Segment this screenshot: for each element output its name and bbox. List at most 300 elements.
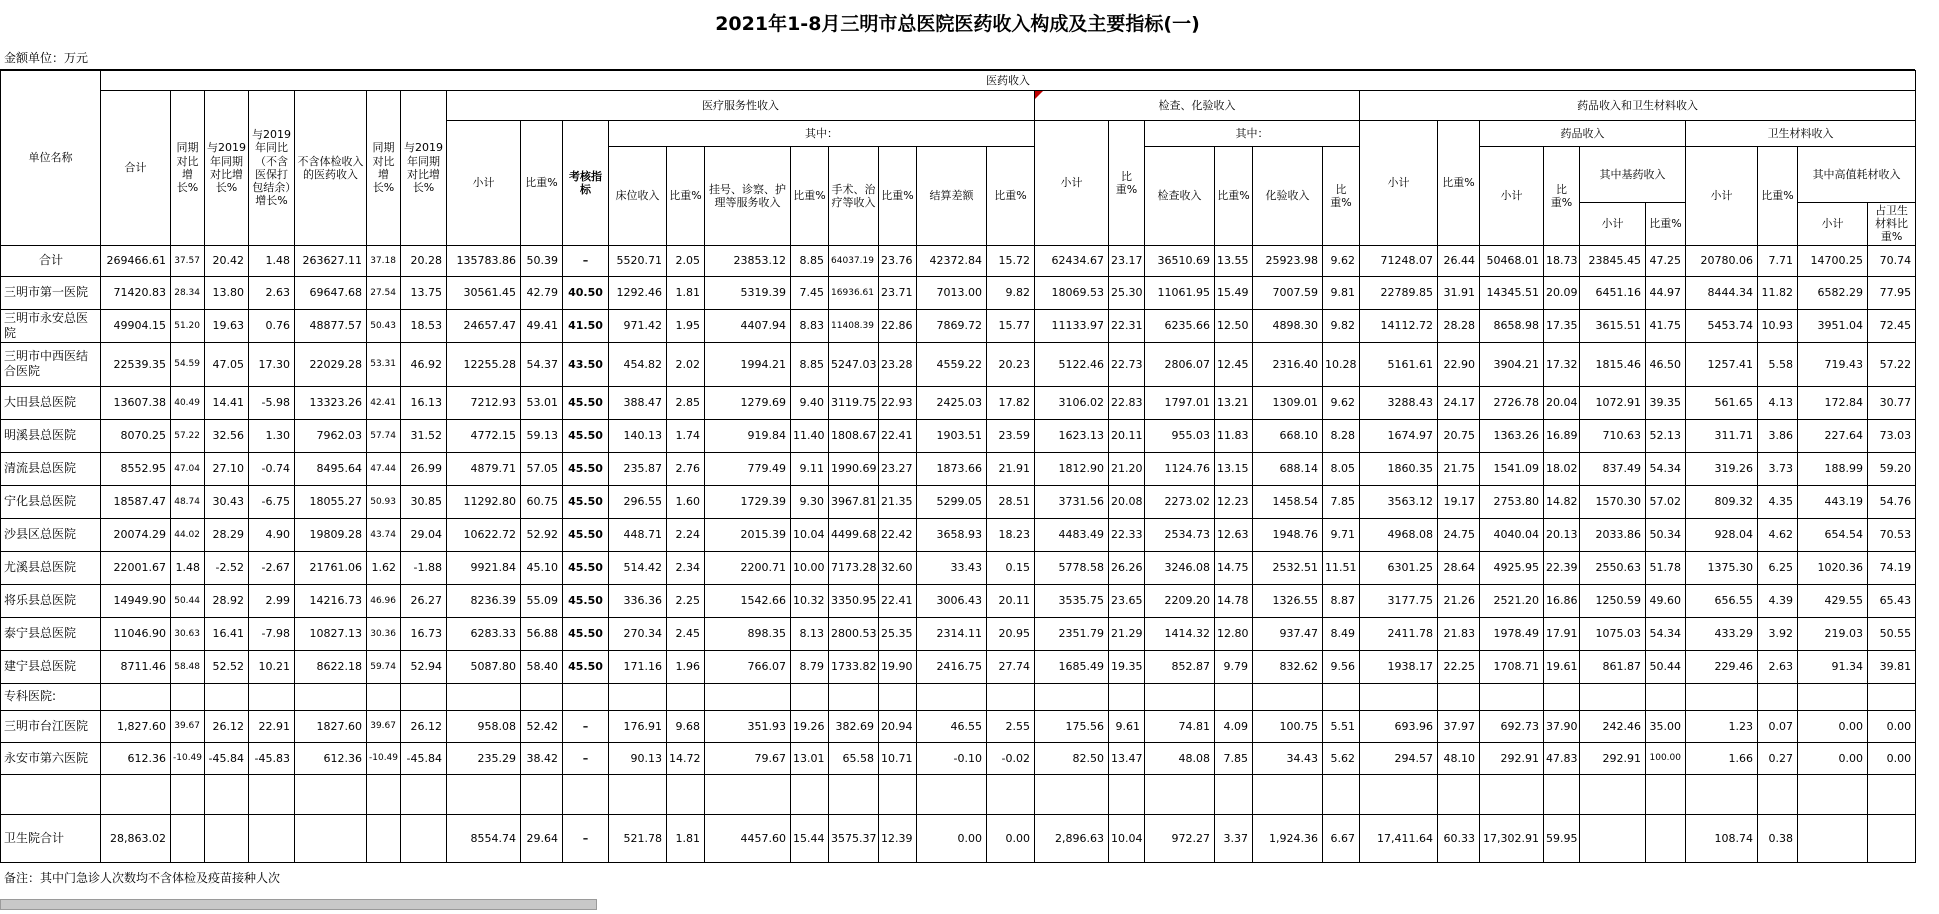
cell: 4559.22 <box>917 342 987 386</box>
table-header <box>1 71 1916 246</box>
cell: 351.93 <box>705 710 791 742</box>
col-header-col-share-of-material: 占卫生材料比重% <box>1868 203 1916 246</box>
cell <box>667 774 705 814</box>
cell: 4457.60 <box>705 814 791 862</box>
col-header-col-subtotal: 小计 <box>1360 121 1438 246</box>
cell <box>1323 683 1360 710</box>
cell: 2314.11 <box>917 617 987 650</box>
cell <box>1798 814 1868 862</box>
cell: 2.02 <box>667 342 705 386</box>
cell <box>879 774 917 814</box>
cell: 20.11 <box>987 584 1035 617</box>
cell: 54.59 <box>171 342 205 386</box>
cell: 74.81 <box>1145 710 1215 742</box>
cell: 17.32 <box>1544 342 1580 386</box>
cell: 656.55 <box>1686 584 1758 617</box>
cell: -0.10 <box>917 742 987 774</box>
cell: 16936.61 <box>829 276 879 309</box>
cell: 6301.25 <box>1360 551 1438 584</box>
cell: 59.20 <box>1868 452 1916 485</box>
cell: 4772.15 <box>447 419 521 452</box>
table-row <box>1 742 1916 774</box>
cell: 13607.38 <box>101 386 171 419</box>
cell: 1.48 <box>249 245 295 276</box>
row-label: 三明市中西医结合医院 <box>1 342 101 386</box>
col-header-label-among: 其中： <box>1145 121 1360 147</box>
cell: 9.61 <box>1109 710 1145 742</box>
cell: 69647.68 <box>295 276 367 309</box>
cell: 45.50 <box>563 452 609 485</box>
cell: 958.08 <box>447 710 521 742</box>
cell: 5.51 <box>1323 710 1360 742</box>
unit-label: 金额单位：万元 <box>0 46 1915 70</box>
cell: 29.04 <box>401 518 447 551</box>
table-row <box>1 485 1916 518</box>
cell: 1.81 <box>667 276 705 309</box>
cell <box>1215 774 1253 814</box>
cell: -1.88 <box>401 551 447 584</box>
cell <box>1868 814 1916 862</box>
cell: 14216.73 <box>295 584 367 617</box>
cell: 3658.93 <box>917 518 987 551</box>
cell <box>1798 683 1868 710</box>
cell <box>705 774 791 814</box>
cell: 18069.53 <box>1035 276 1109 309</box>
cell: 20780.06 <box>1686 245 1758 276</box>
cell: 47.83 <box>1544 742 1580 774</box>
cell: 18.23 <box>987 518 1035 551</box>
cell: 42.41 <box>367 386 401 419</box>
cell: 39.67 <box>171 710 205 742</box>
cell: 23.27 <box>879 452 917 485</box>
cell: 13.47 <box>1109 742 1145 774</box>
cell: 59.74 <box>367 650 401 683</box>
cell: 1,827.60 <box>101 710 171 742</box>
cell: 1827.60 <box>295 710 367 742</box>
cell: 5299.05 <box>917 485 987 518</box>
cell: 25923.98 <box>1253 245 1323 276</box>
cell: 27.10 <box>205 452 249 485</box>
cell: 1541.09 <box>1480 452 1544 485</box>
cell: 229.46 <box>1686 650 1758 683</box>
col-header-col-vs2019: 与2019年同期对比增长% <box>401 91 447 246</box>
cell: 454.82 <box>609 342 667 386</box>
cell: 26.12 <box>401 710 447 742</box>
col-header-col-ex-checkup: 不含体检收入的医药收入 <box>295 91 367 246</box>
cell: 9.40 <box>791 386 829 419</box>
cell: -7.98 <box>249 617 295 650</box>
col-header-col-subtotal: 小计 <box>1480 147 1544 246</box>
cell: 1.62 <box>367 551 401 584</box>
cell: 60.75 <box>521 485 563 518</box>
cell <box>1215 683 1253 710</box>
cell: 2532.51 <box>1253 551 1323 584</box>
cell: 9.79 <box>1215 650 1253 683</box>
cell <box>205 814 249 862</box>
row-label: 清流县总医院 <box>1 452 101 485</box>
cell: 14.78 <box>1215 584 1253 617</box>
cell: 6.67 <box>1323 814 1360 862</box>
cell: 668.10 <box>1253 419 1323 452</box>
cell <box>1480 683 1544 710</box>
cell: 0.15 <box>987 551 1035 584</box>
cell: 13.21 <box>1215 386 1253 419</box>
cell: 2534.73 <box>1145 518 1215 551</box>
cell: 26.44 <box>1438 245 1480 276</box>
cell: 1.23 <box>1686 710 1758 742</box>
cell: 45.50 <box>563 551 609 584</box>
cell: 30.36 <box>367 617 401 650</box>
cell: 48.74 <box>171 485 205 518</box>
cell <box>1035 774 1109 814</box>
cell: 19.90 <box>879 650 917 683</box>
cell: 1363.26 <box>1480 419 1544 452</box>
col-header-col-share: 比重% <box>1758 147 1798 246</box>
cell: 1708.71 <box>1480 650 1544 683</box>
cell: 6235.66 <box>1145 309 1215 342</box>
cell: 59.95 <box>1544 814 1580 862</box>
cell: 17.91 <box>1544 617 1580 650</box>
cell: 28.92 <box>205 584 249 617</box>
cell: 47.05 <box>205 342 249 386</box>
cell: 20.09 <box>1544 276 1580 309</box>
cell: 8.79 <box>791 650 829 683</box>
cell <box>1323 774 1360 814</box>
cell: 1938.17 <box>1360 650 1438 683</box>
col-header-group-drug-material: 药品收入和卫生材料收入 <box>1360 91 1916 121</box>
cell <box>917 774 987 814</box>
cell: 2726.78 <box>1480 386 1544 419</box>
row-label: 专科医院: <box>1 683 101 710</box>
cell: 25.30 <box>1109 276 1145 309</box>
cell: 8711.46 <box>101 650 171 683</box>
cell: 10827.13 <box>295 617 367 650</box>
cell: 11061.95 <box>1145 276 1215 309</box>
cell: 31.52 <box>401 419 447 452</box>
cell: 1326.55 <box>1253 584 1323 617</box>
cell: 3967.81 <box>829 485 879 518</box>
col-header-col-subtotal: 小计 <box>1686 147 1758 246</box>
cell: 1812.90 <box>1035 452 1109 485</box>
cell: 2015.39 <box>705 518 791 551</box>
cell <box>447 774 521 814</box>
cell: 3615.51 <box>1580 309 1646 342</box>
cell <box>1580 774 1646 814</box>
cell: 23.17 <box>1109 245 1145 276</box>
cell: 50468.01 <box>1480 245 1544 276</box>
cell: 10.32 <box>791 584 829 617</box>
cell: 2425.03 <box>917 386 987 419</box>
cell: 17.30 <box>249 342 295 386</box>
cell: 13.75 <box>401 276 447 309</box>
cell: 58.48 <box>171 650 205 683</box>
cell <box>1035 683 1109 710</box>
cell: 79.67 <box>705 742 791 774</box>
cell: 9.71 <box>1323 518 1360 551</box>
cell: 44.97 <box>1646 276 1686 309</box>
cell: 3575.37 <box>829 814 879 862</box>
cell: 710.63 <box>1580 419 1646 452</box>
cell: 1.96 <box>667 650 705 683</box>
cell: 23853.12 <box>705 245 791 276</box>
cell: 26.26 <box>1109 551 1145 584</box>
cell: 4.09 <box>1215 710 1253 742</box>
cell: 4968.08 <box>1360 518 1438 551</box>
cell: 28.64 <box>1438 551 1480 584</box>
cell: 12.23 <box>1215 485 1253 518</box>
cell: 60.33 <box>1438 814 1480 862</box>
cell: 57.22 <box>1868 342 1916 386</box>
cell: 7962.03 <box>295 419 367 452</box>
cell: 1020.36 <box>1798 551 1868 584</box>
cell: 2.25 <box>667 584 705 617</box>
cell: -45.83 <box>249 742 295 774</box>
cell: 73.03 <box>1868 419 1916 452</box>
cell <box>1758 774 1798 814</box>
cell: 2,896.63 <box>1035 814 1109 862</box>
cell: 21.20 <box>1109 452 1145 485</box>
cell: 22.39 <box>1544 551 1580 584</box>
cell: 51.78 <box>1646 551 1686 584</box>
col-header-col-share: 比重% <box>667 147 705 246</box>
cell: 5.58 <box>1758 342 1798 386</box>
cell: 0.00 <box>1868 710 1916 742</box>
cell: -0.74 <box>249 452 295 485</box>
cell: 23.59 <box>987 419 1035 452</box>
cell: 2.55 <box>987 710 1035 742</box>
cell: 837.49 <box>1580 452 1646 485</box>
row-label: 明溪县总医院 <box>1 419 101 452</box>
table-row <box>1 774 1916 814</box>
cell: 9.30 <box>791 485 829 518</box>
cell: 43.50 <box>563 342 609 386</box>
cell: 30.77 <box>1868 386 1916 419</box>
cell: 0.27 <box>1758 742 1798 774</box>
cell: 50.43 <box>367 309 401 342</box>
cell: 8070.25 <box>101 419 171 452</box>
cell: 8.13 <box>791 617 829 650</box>
cell: 21.29 <box>1109 617 1145 650</box>
cell <box>987 683 1035 710</box>
cell: 1250.59 <box>1580 584 1646 617</box>
cell: 15.49 <box>1215 276 1253 309</box>
table-row <box>1 584 1916 617</box>
row-label: 合计 <box>1 245 101 276</box>
cell: 1873.66 <box>917 452 987 485</box>
cell: 972.27 <box>1145 814 1215 862</box>
cell: 382.69 <box>829 710 879 742</box>
cell: 4.62 <box>1758 518 1798 551</box>
cell: 18055.27 <box>295 485 367 518</box>
cell: 37.90 <box>1544 710 1580 742</box>
cell: 14.72 <box>667 742 705 774</box>
cell: 11.83 <box>1215 419 1253 452</box>
cell: 1797.01 <box>1145 386 1215 419</box>
table-row <box>1 710 1916 742</box>
cell: 10.00 <box>791 551 829 584</box>
cell <box>521 683 563 710</box>
cell: 30561.45 <box>447 276 521 309</box>
cell: -45.84 <box>401 742 447 774</box>
cell: 8.85 <box>791 342 829 386</box>
cell: 24.17 <box>1438 386 1480 419</box>
cell: 11292.80 <box>447 485 521 518</box>
cell: 3.37 <box>1215 814 1253 862</box>
cell <box>563 683 609 710</box>
cell: 20.23 <box>987 342 1035 386</box>
cell: 17.35 <box>1544 309 1580 342</box>
row-label: 沙县区总医院 <box>1 518 101 551</box>
cell: 3.73 <box>1758 452 1798 485</box>
cell: 296.55 <box>609 485 667 518</box>
cell: 8.05 <box>1323 452 1360 485</box>
cell: 16.73 <box>401 617 447 650</box>
cell: 52.13 <box>1646 419 1686 452</box>
cell: 19809.28 <box>295 518 367 551</box>
cell: 20.42 <box>205 245 249 276</box>
cell: 30.43 <box>205 485 249 518</box>
cell: 5087.80 <box>447 650 521 683</box>
cell <box>1109 683 1145 710</box>
cell: 15.72 <box>987 245 1035 276</box>
cell: 1072.91 <box>1580 386 1646 419</box>
cell: 0.00 <box>1868 742 1916 774</box>
col-header-col-share: 比重% <box>987 147 1035 246</box>
cell: -5.98 <box>249 386 295 419</box>
cell: 2.76 <box>667 452 705 485</box>
cell: 433.29 <box>1686 617 1758 650</box>
table-row <box>1 309 1916 342</box>
cell <box>295 814 367 862</box>
cell: 188.99 <box>1798 452 1868 485</box>
cell: 2416.75 <box>917 650 987 683</box>
cell: 1375.30 <box>1686 551 1758 584</box>
cell: 16.13 <box>401 386 447 419</box>
cell: 22.90 <box>1438 342 1480 386</box>
cell: 1458.54 <box>1253 485 1323 518</box>
cell: 72.45 <box>1868 309 1916 342</box>
row-label: 宁化县总医院 <box>1 485 101 518</box>
col-header-col-lab: 化验收入 <box>1253 147 1323 246</box>
table-row <box>1 386 1916 419</box>
cell: 16.89 <box>1544 419 1580 452</box>
cell: 22789.85 <box>1360 276 1438 309</box>
cell: 10.04 <box>1109 814 1145 862</box>
cell: 9.62 <box>1323 245 1360 276</box>
cell: 14.41 <box>205 386 249 419</box>
cell: 937.47 <box>1253 617 1323 650</box>
partial-row-shading <box>0 899 597 910</box>
col-header-col-vs2019-ex: 与2019年同比（不含医保打包结余）增长% <box>249 91 295 246</box>
cell: 20.95 <box>987 617 1035 650</box>
cell: 18.53 <box>401 309 447 342</box>
cell <box>249 774 295 814</box>
cell: 235.87 <box>609 452 667 485</box>
cell: 65.58 <box>829 742 879 774</box>
cell <box>1438 683 1480 710</box>
cell: 14.82 <box>1544 485 1580 518</box>
cell: 39.35 <box>1646 386 1686 419</box>
cell: 42372.84 <box>917 245 987 276</box>
cell: 21.91 <box>987 452 1035 485</box>
col-header-col-share: 比重% <box>1646 203 1686 246</box>
cell: 1292.46 <box>609 276 667 309</box>
cell: 52.94 <box>401 650 447 683</box>
cell: 10.28 <box>1323 342 1360 386</box>
cell <box>1145 774 1215 814</box>
cell: 766.07 <box>705 650 791 683</box>
cell: 269466.61 <box>101 245 171 276</box>
cell: 1994.21 <box>705 342 791 386</box>
cell: 227.64 <box>1798 419 1868 452</box>
cell: 41.50 <box>563 309 609 342</box>
cell <box>1798 774 1868 814</box>
cell: 28.29 <box>205 518 249 551</box>
cell: 100.00 <box>1646 742 1686 774</box>
cell: 47.04 <box>171 452 205 485</box>
cell: 3731.56 <box>1035 485 1109 518</box>
table-row <box>1 617 1916 650</box>
cell: 26.99 <box>401 452 447 485</box>
cell: -6.75 <box>249 485 295 518</box>
col-header-col-yoy: 同期对比增长% <box>171 91 205 246</box>
cell: 11408.39 <box>829 309 879 342</box>
cell: 8.28 <box>1323 419 1360 452</box>
cell: 54.37 <box>521 342 563 386</box>
cell: 45.50 <box>563 419 609 452</box>
cell: 832.62 <box>1253 650 1323 683</box>
cell: 3288.43 <box>1360 386 1438 419</box>
cell: 21.26 <box>1438 584 1480 617</box>
cell: 2200.71 <box>705 551 791 584</box>
cell: 17.82 <box>987 386 1035 419</box>
col-header-col-base-drug: 其中基药收入 <box>1580 147 1686 203</box>
row-label: 将乐县总医院 <box>1 584 101 617</box>
cell: 31.91 <box>1438 276 1480 309</box>
col-header-col-registration: 挂号、诊察、护理等服务收入 <box>705 147 791 246</box>
cell: 91.34 <box>1798 650 1868 683</box>
cell: 22.86 <box>879 309 917 342</box>
cell: 20.11 <box>1109 419 1145 452</box>
cell: 140.13 <box>609 419 667 452</box>
cell: 22539.35 <box>101 342 171 386</box>
cell <box>987 774 1035 814</box>
cell: 6283.33 <box>447 617 521 650</box>
cell: 48.08 <box>1145 742 1215 774</box>
cell: 20.04 <box>1544 386 1580 419</box>
cell: 64037.19 <box>829 245 879 276</box>
table-row <box>1 276 1916 309</box>
cell <box>367 683 401 710</box>
cell: 0.00 <box>1798 710 1868 742</box>
cell: 13.80 <box>205 276 249 309</box>
cell <box>1253 774 1323 814</box>
cell <box>1360 774 1438 814</box>
col-header-col-subtotal: 小计 <box>1580 203 1646 246</box>
cell: 263627.11 <box>295 245 367 276</box>
cell <box>521 774 563 814</box>
cell: 57.74 <box>367 419 401 452</box>
cell: 9.56 <box>1323 650 1360 683</box>
cell: 2753.80 <box>1480 485 1544 518</box>
cell: 46.96 <box>367 584 401 617</box>
cell: 311.71 <box>1686 419 1758 452</box>
cell: 52.52 <box>205 650 249 683</box>
cell: 32.56 <box>205 419 249 452</box>
cell: 8552.95 <box>101 452 171 485</box>
cell: 7.85 <box>1323 485 1360 518</box>
cell: 1674.97 <box>1360 419 1438 452</box>
